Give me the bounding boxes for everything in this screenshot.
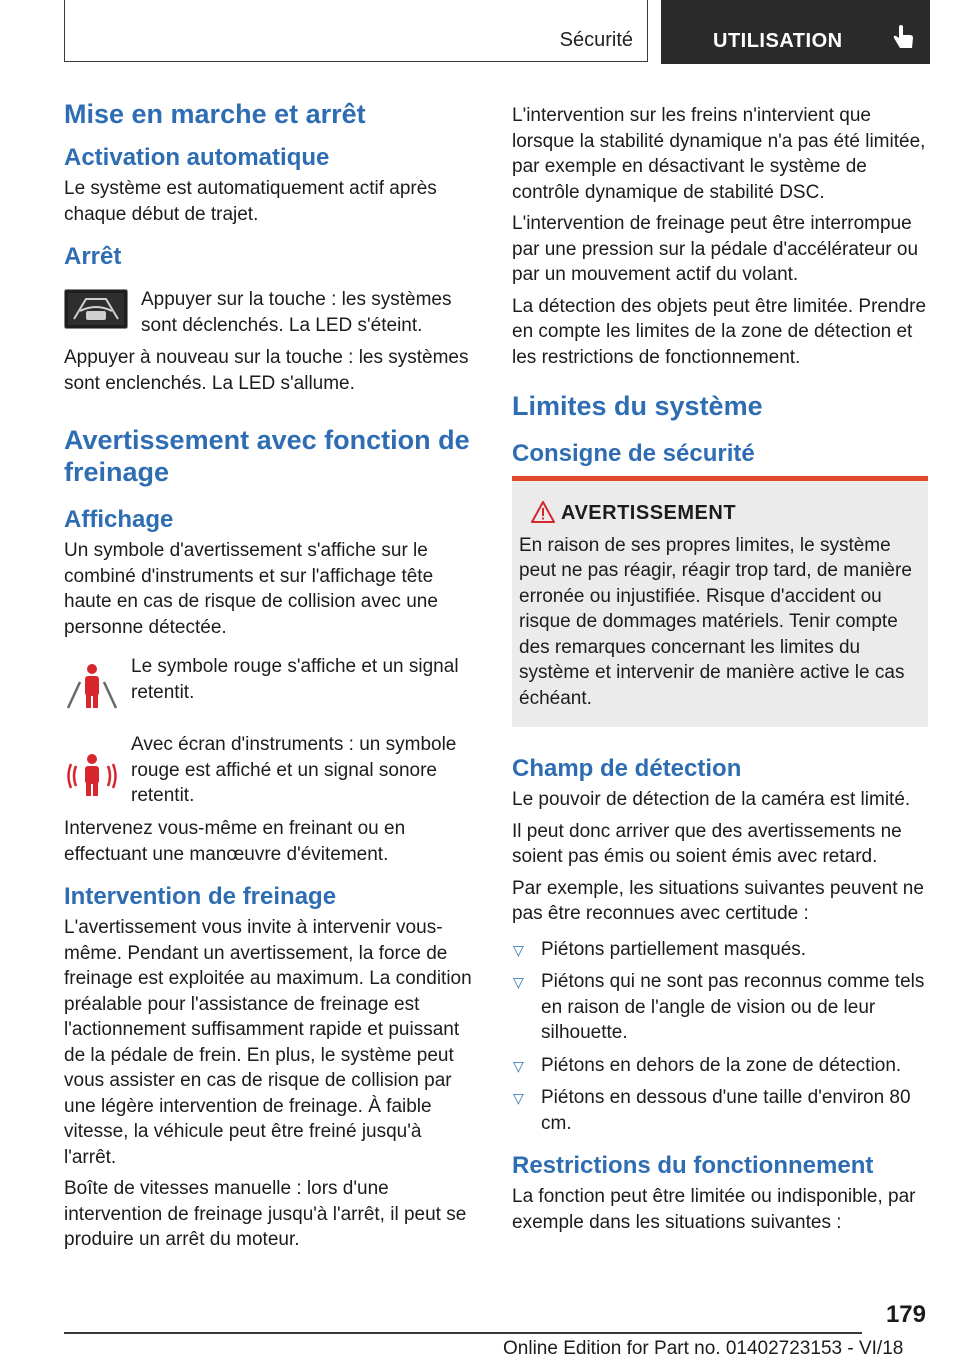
header-chapter-label: UTILISATION — [713, 30, 843, 52]
paragraph-intervention-1: L'avertissement vous invite à intervenir vous-même. Pendant un avertissement, la force de freinage est exploitée au maximum. La condition préalable pour l'assistance de freinage est l'actionnement suffisamment rapide et puissant de la pédale de frein. En plus, le système peut vous assister en cas de risque de collision par une légère intervention de freinage. À faible vitesse, la véhicule peut être freiné jusqu'à l'arrêt. — [64, 917, 472, 1168]
list-item — [512, 1085, 928, 1136]
list-item-text: Piétons partiellement masqués. — [541, 938, 807, 960]
section-champ — [512, 755, 928, 1136]
bullet-list — [512, 937, 928, 1137]
list-item — [512, 937, 928, 963]
hand-pointer-icon — [890, 24, 916, 52]
paragraph-intervention-2: Boîte de vitesses manuelle : lors d'une intervention de freinage jusqu'à l'arrêt, il peut se produire un arrêt du moteur. — [64, 1178, 467, 1250]
paragraph-champ-1: Le pouvoir de détection de la caméra est limité. — [512, 789, 911, 810]
paragraph-freins: L'intervention sur les freins n'intervient que lorsque la stabilité dynamique n'a pas été limitée, par exemple en désactivant le système de contrôle dynamique de stabilité DSC. — [512, 105, 926, 203]
list-item-text: Piétons en dehors de la zone de détection. — [541, 1054, 902, 1076]
list-item-text: Piétons qui ne sont pas reconnus comme tels en raison de l'angle de vision ou de leur silhouette. — [541, 971, 925, 1043]
heading-affichage: Affichage — [64, 506, 174, 533]
paragraph-arret-2: Appuyer à nouveau sur la touche : les systèmes sont enclenchés. La LED s'allume. — [64, 347, 469, 394]
header-section-label: Sécurité — [559, 29, 633, 51]
paragraph-detection: La détection des objets peut être limitée. Prendre en compte les limites de la zone de détection et les restrictions de fonctionnement. — [512, 295, 927, 368]
page-header — [64, 0, 930, 64]
triangle-bullet-icon: ▽ — [513, 1057, 524, 1074]
paragraph-ecran-instruments: Avec écran d'instruments : un symbole rouge est affiché et un signal sonore retentit. — [131, 734, 457, 806]
heading-activation: Activation automatique — [64, 144, 330, 171]
arret-button-row — [64, 287, 478, 339]
section-intervention — [64, 883, 478, 1253]
warning-box — [512, 476, 928, 727]
triangle-bullet-icon: ▽ — [513, 974, 524, 990]
warning-triangle-icon — [531, 501, 555, 523]
section-activation — [64, 144, 478, 227]
paragraph-champ-3: Par exemple, les situations suivantes peuvent ne pas être reconnues avec certitude : — [512, 877, 924, 924]
heading-mise-en-marche: Mise en marche et arrêt — [64, 99, 366, 129]
paragraph-intervenez: Intervenez vous-même en freinant ou en effectuant une manœuvre d'évitement. — [64, 818, 406, 865]
heading-restrictions: Restrictions du fonctionnement — [512, 1152, 874, 1179]
paragraph-activation: Le système est automatiquement actif après chaque début de trajet. — [64, 178, 437, 225]
paragraph-restrictions: La fonction peut être limitée ou indisponible, par exemple dans les situations suivantes : — [512, 1186, 916, 1233]
heading-champ: Champ de détection — [512, 755, 742, 782]
paragraph-arret-button: Appuyer sur la touche : les systèmes sont déclenchés. La LED s'éteint. — [141, 289, 452, 336]
pedestrian-sound-row — [64, 732, 478, 810]
page-number: 179 — [885, 1301, 926, 1328]
warning-title — [525, 501, 921, 527]
header-chapter-tab — [661, 0, 930, 64]
pedestrian-warning-icon — [64, 660, 120, 716]
pedestrian-sound-warning-icon — [64, 750, 120, 806]
paragraph-interrompue: L'intervention de freinage peut être interrompue par une pression sur la pédale d'accélérateur ou par un mouvement actif du volant. — [512, 213, 919, 285]
pedestrian-symbol-row — [64, 654, 478, 726]
right-column — [512, 103, 928, 1251]
section-affichage — [64, 506, 478, 867]
section-arret — [64, 243, 478, 396]
list-item-text: Piétons en dessous d'une taille d'environ 80 cm. — [541, 1087, 911, 1134]
heading-consigne: Consigne de sécurité — [512, 440, 755, 467]
warning-text: En raison de ses propres limites, le système peut ne pas réagir, réagir trop tard, de manière erronée ou injustifiée. Risque d'accident ou risque de dommages matériels. Tenir compte des remarques concernant les limites du système et intervenir de manière active le cas échéant. — [519, 534, 912, 709]
heading-intervention: Intervention de freinage — [64, 883, 337, 910]
triangle-bullet-icon: ▽ — [513, 941, 524, 958]
triangle-bullet-icon: ▽ — [513, 1090, 524, 1106]
section-restrictions — [512, 1152, 928, 1235]
left-column — [64, 98, 478, 1269]
footer-divider — [64, 1332, 862, 1334]
collision-warning-button-icon — [64, 289, 128, 329]
heading-limites: Limites du système — [512, 391, 763, 421]
header-section-box — [64, 0, 648, 62]
list-item — [512, 969, 928, 1046]
paragraph-symbole-rouge: Le symbole rouge s'affiche et un signal retentit. — [131, 656, 459, 703]
heading-arret: Arrêt — [64, 243, 122, 270]
heading-avertissement: Avertissement avec fonction de freinage — [64, 425, 470, 487]
list-item — [512, 1053, 928, 1079]
paragraph-affichage: Un symbole d'avertissement s'affiche sur le combiné d'instruments et sur l'affichage tête haute en cas de risque de collision avec une personne détectée. — [64, 540, 438, 638]
warning-title-text: AVERTISSEMENT — [561, 502, 737, 524]
paragraph-champ-2: Il peut donc arriver que des avertissements ne soient pas émis ou soient émis avec retard. — [512, 820, 902, 867]
footer-edition: Online Edition for Part no. 01402723153 - VI/18 — [503, 1338, 904, 1359]
